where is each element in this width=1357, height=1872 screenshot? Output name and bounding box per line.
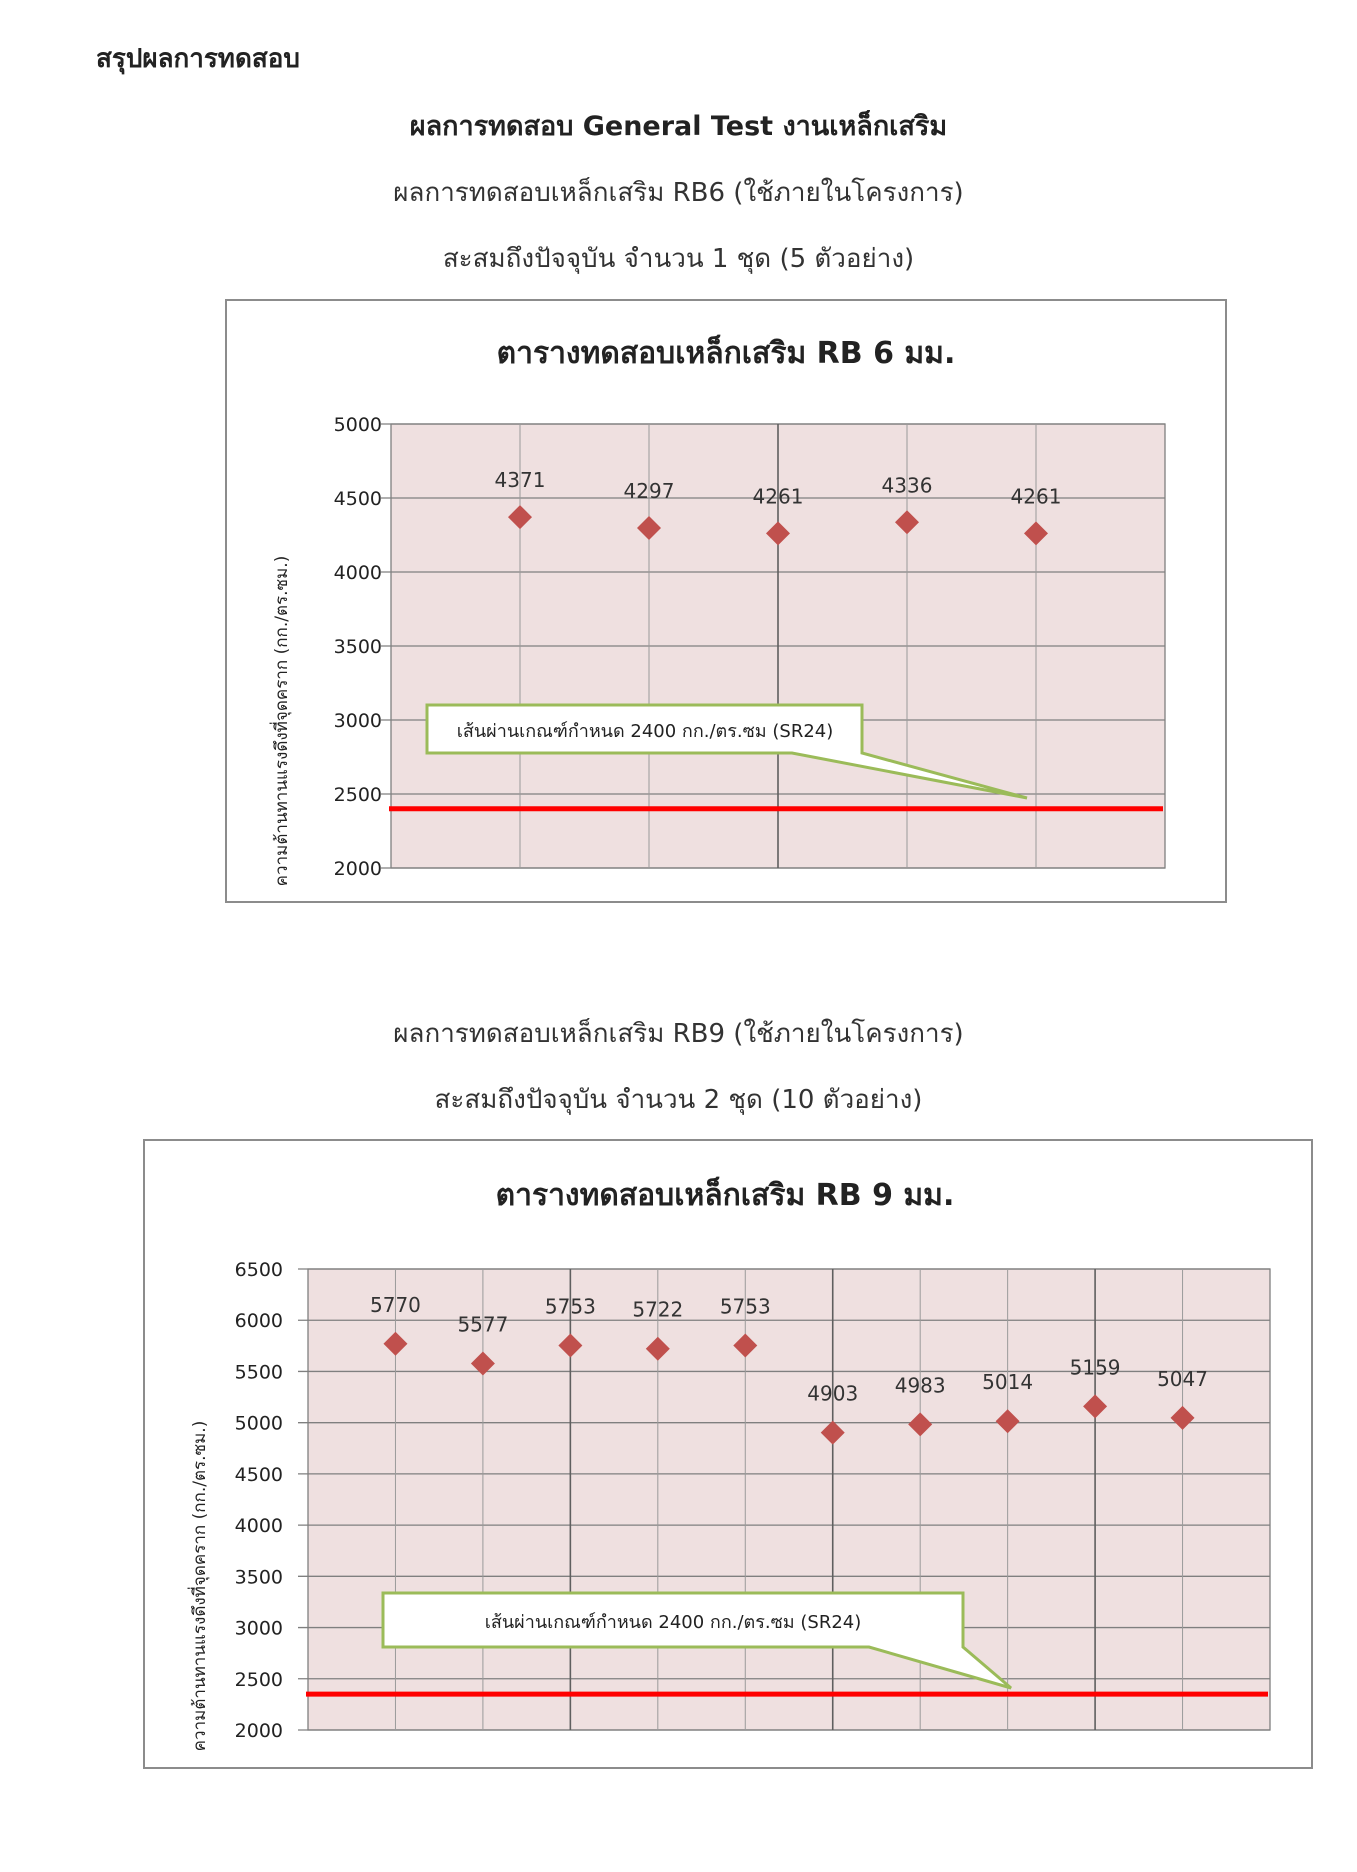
rb9-chart xyxy=(145,1141,1311,1767)
y-tick-label: 2000 xyxy=(234,1720,283,1742)
data-label: 4261 xyxy=(1010,484,1062,509)
y-tick-label: 5000 xyxy=(234,1412,283,1435)
data-label: 5014 xyxy=(982,1370,1034,1395)
y-tick-label: 3000 xyxy=(333,710,382,732)
data-label: 5159 xyxy=(1069,1355,1121,1380)
y-tick-label: 4000 xyxy=(333,562,382,584)
y-tick-label: 2000 xyxy=(333,858,382,880)
data-label: 5722 xyxy=(632,1297,684,1322)
rb6-sample-count: สะสมถึงปัจจุบัน จำนวน 1 ชุด (5 ตัวอย่าง) xyxy=(442,244,915,274)
rb9-sample-count: สะสมถึงปัจจุบัน จำนวน 2 ชุด (10 ตัวอย่าง) xyxy=(434,1085,923,1115)
y-tick-label: 5000 xyxy=(333,414,382,436)
chart-title: ตารางทดสอบเหล็กเสริม RB 9 มม. xyxy=(495,1178,955,1213)
y-tick-label: 6500 xyxy=(234,1259,283,1281)
y-tick-label: 2500 xyxy=(234,1668,283,1691)
y-axis-label: ความต้านทานแรงดึงที่จุดคราก (กก./ตร.ซม.) xyxy=(272,555,292,887)
y-tick-label: 2500 xyxy=(333,784,382,806)
rb6-subtitle: ผลการทดสอบเหล็กเสริม RB6 (ใช้ภายในโครงการ) xyxy=(393,178,964,208)
y-tick-label: 6000 xyxy=(234,1310,283,1333)
rb9-subtitle: ผลการทดสอบเหล็กเสริม RB9 (ใช้ภายในโครงการ) xyxy=(393,1019,964,1049)
data-label: 5577 xyxy=(457,1312,509,1337)
plot-area xyxy=(308,1269,1270,1730)
threshold-label: เส้นผ่านเกณฑ์กำหนด 2400 กก./ตร.ซม (SR24) xyxy=(484,1612,862,1633)
data-label: 4297 xyxy=(623,479,675,504)
data-label: 5753 xyxy=(544,1294,596,1319)
main-title: ผลการทดสอบ General Test งานเหล็กเสริม xyxy=(409,111,948,142)
y-tick-label: 3500 xyxy=(333,636,382,658)
y-axis-label: ความต้านทานแรงดึงที่จุดคราก (กก./ตร.ซม.) xyxy=(190,1420,210,1752)
data-label: 4983 xyxy=(894,1373,946,1398)
data-label: 5770 xyxy=(370,1292,421,1317)
y-tick-label: 3000 xyxy=(234,1617,283,1640)
chart-title: ตารางทดสอบเหล็กเสริม RB 6 มม. xyxy=(496,336,956,371)
y-tick-label: 5500 xyxy=(234,1361,283,1384)
data-label: 5753 xyxy=(719,1294,771,1319)
y-tick-label: 4000 xyxy=(234,1515,283,1538)
rb9-chart-frame xyxy=(143,1139,1313,1769)
y-tick-label: 3500 xyxy=(234,1566,283,1589)
rb6-chart xyxy=(227,301,1225,901)
data-label: 4903 xyxy=(807,1381,859,1406)
threshold-label: เส้นผ่านเกณฑ์กำหนด 2400 กก./ตร.ซม (SR24) xyxy=(456,721,834,742)
y-tick-label: 4500 xyxy=(333,488,382,510)
data-label: 4261 xyxy=(752,484,804,509)
rb6-chart-frame xyxy=(225,299,1227,903)
data-label: 5047 xyxy=(1157,1366,1208,1391)
page-heading: สรุปผลการทดสอบ xyxy=(96,44,300,74)
data-label: 4371 xyxy=(494,468,546,493)
y-tick-label: 4500 xyxy=(234,1463,283,1486)
data-label: 4336 xyxy=(881,473,933,498)
